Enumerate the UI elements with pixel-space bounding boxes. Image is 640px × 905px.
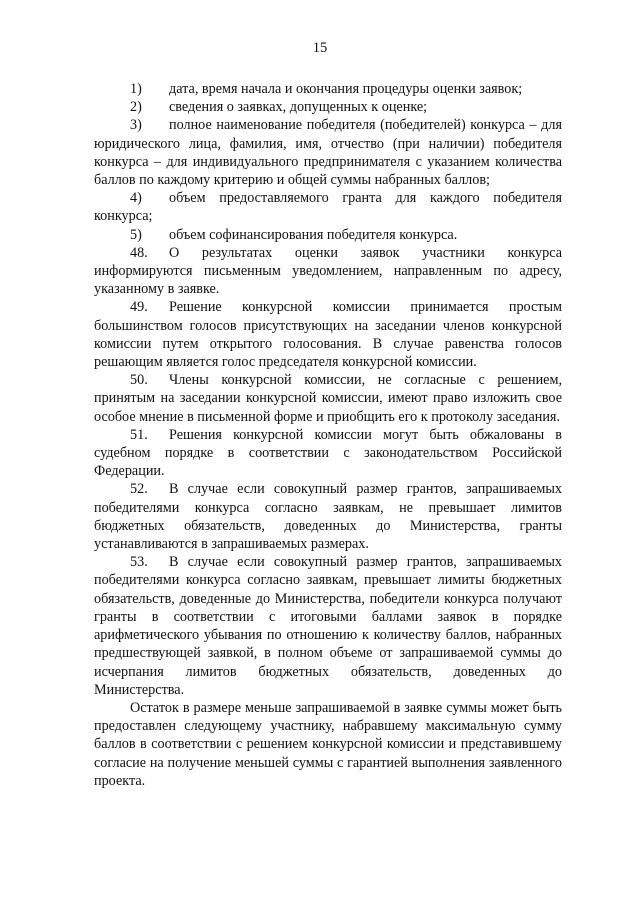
page-number: 15 bbox=[312, 40, 328, 56]
paragraph-51 bbox=[94, 426, 562, 481]
paragraph-text: Члены конкурсной комиссии, не согласные с решением, принятым на заседании конкурсной комиссии, имеют право изложить свое особое мнение в письменной форме и приобщить его к протоколу заседания. bbox=[94, 372, 562, 425]
paragraph-53 bbox=[94, 553, 562, 699]
paragraph-52 bbox=[94, 480, 562, 553]
paragraph-number: 51. bbox=[130, 426, 148, 443]
list-item-2 bbox=[94, 98, 562, 116]
paragraph-50 bbox=[94, 371, 562, 426]
list-item-text: дата, время начала и окончания процедуры оценки заявок; bbox=[169, 81, 523, 97]
list-item-number: 3) bbox=[130, 117, 142, 134]
paragraph-text: О результатах оценки заявок участники конкурса информируются письменным уведомлением, направленным по адресу, указанному в заявке. bbox=[94, 244, 562, 298]
paragraph-text: Решения конкурсной комиссии могут быть обжалованы в судебном порядке в соответствии с законодательством Российской Федерации. bbox=[94, 426, 562, 480]
paragraph-number: 50. bbox=[130, 372, 148, 389]
paragraph-remainder: Остаток в размере меньше запрашиваемой в заявке суммы может быть предоставлен следующему участнику, набравшему максимальную сумму баллов в соответствии с решением конкурсной комиссии и представившему согласие на получение меньшей суммы с гарантией выполнения заявленного проекта. bbox=[94, 699, 562, 789]
paragraph-number: 49. bbox=[130, 299, 148, 316]
paragraph-48 bbox=[94, 244, 562, 299]
paragraph-text: В случае если совокупный размер грантов, запрашиваемых победителями конкурса согласно заявкам, превышает лимиты бюджетных обязательств, доведенные до Министерства, победители конкурса получают гранты в соответствии с итоговыми баллами заявок в порядке арифметического убывания по отношению к количеству баллов, набранных предшествующей заявкой, в полном объеме от запрашиваемой суммы до исчерпания лимитов бюджетных обязательств, доведенных до Министерства. bbox=[94, 554, 562, 698]
list-item-number: 2) bbox=[130, 99, 142, 116]
paragraph-number: 53. bbox=[130, 554, 148, 571]
list-item-text: сведения о заявках, допущенных к оценке; bbox=[169, 99, 428, 116]
paragraph-text: Решение конкурсной комиссии принимается простым большинством голосов присутствующих на заседании членов конкурсной комиссии путем открытого голосования. В случае равенства голосов решающим является голос председателя конкурсной комиссии. bbox=[94, 299, 562, 371]
list-item-3 bbox=[94, 116, 562, 189]
paragraph-text: В случае если совокупный размер грантов, запрашиваемых победителями конкурса согласно заявкам, не превышает лимитов бюджетных обязательств, доведенных до Министерства, гранты устанавливаются в запрашиваемых размерах. bbox=[94, 481, 562, 553]
document-body bbox=[94, 80, 562, 790]
list-item-text: объем софинансирования победителя конкурса. bbox=[169, 226, 458, 243]
list-item-number: 5) bbox=[130, 226, 142, 243]
list-item-1 bbox=[94, 80, 562, 98]
list-item-5 bbox=[94, 226, 562, 244]
paragraph-49 bbox=[94, 298, 562, 371]
list-item-text: полное наименование победителя (победителей) конкурса – для юридического лица, фамилия, имя, отчество (при наличии) победителя конкурса – для индивидуального предпринимателя с указанием количества баллов по каждому критерию и общей суммы набранных баллов; bbox=[94, 117, 562, 189]
list-item-number: 4) bbox=[130, 190, 142, 207]
list-item-number: 1) bbox=[130, 81, 142, 97]
paragraph-number: 48. bbox=[130, 244, 148, 261]
list-item-4 bbox=[94, 189, 562, 225]
paragraph-number: 52. bbox=[130, 481, 148, 498]
list-item-text: объем предоставляемого гранта для каждого победителя конкурса; bbox=[94, 190, 562, 225]
